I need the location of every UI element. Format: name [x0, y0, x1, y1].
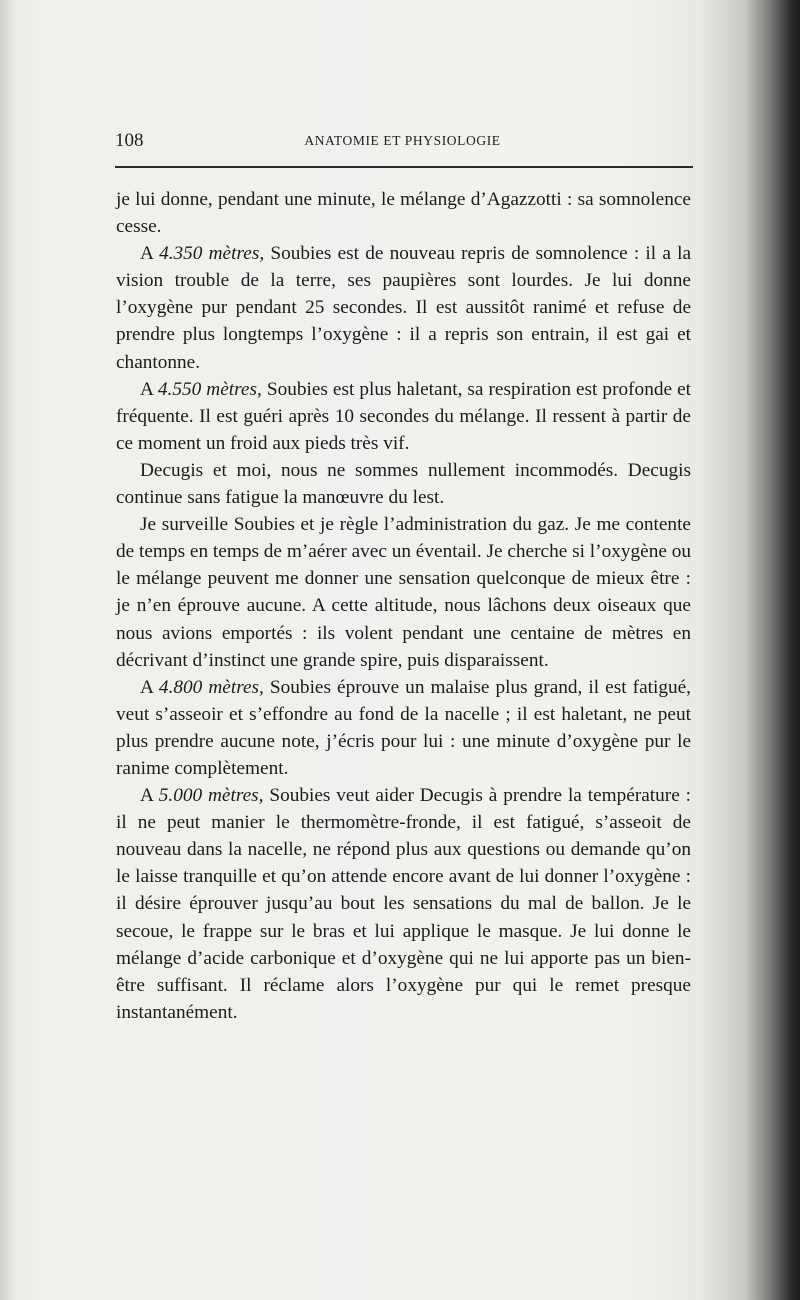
paragraph-1 — [116, 186, 691, 240]
paragraph-3-altitude: 4.550 mètres, — [157, 378, 262, 400]
paragraph-5-text: Je surveille Soubies et je règle l’administration du gaz. Je me contente de temps en temps de m’aérer avec un éventail. Je cherche si l’oxygène ou le mélange peuvent me donner une sensation quelconque de mieux être : je n’en éprouve aucune. A cette altitude, nous lâchons deux oiseaux que nous avions emportés : ils volent pendant une centaine de mètres en décrivant d’instinct une grande spire, puis disparaissent. — [116, 514, 691, 671]
paragraph-7-altitude: 5.000 mètres, — [158, 785, 264, 807]
paragraph-6-text: Soubies éprouve un malaise plus grand, il est fatigué, veut s’asseoir et s’effondre au fond de la nacelle ; il est haletant, ne peut plus prendre aucune note, j’écris pour lui : une minute d’oxygène pur le ranime complètement. — [116, 676, 691, 779]
paragraph-2-lead: A — [140, 243, 160, 265]
paragraph-2 — [116, 240, 691, 375]
paragraph-2-text: Soubies est de nouveau repris de somnolence : il a la vision trouble de la terre, ses paupières sont lourdes. Je lui donne l’oxygène pur pendant 25 secondes. Il est aussitôt ranimé et refuse de prendre plus longtemps l’oxygène : il a repris son entrain, il est gai et chantonne. — [116, 243, 692, 373]
paragraph-6-lead: A — [140, 676, 159, 698]
body-text — [116, 186, 691, 1026]
paragraph-6 — [116, 674, 691, 782]
paragraph-7 — [116, 782, 691, 1026]
paragraph-3 — [116, 376, 691, 457]
paragraph-4-text: Decugis et moi, nous ne sommes nullement incommodés. Decugis continue sans fatigue la manœuvre du lest. — [116, 459, 691, 509]
paragraph-3-text: Soubies est plus haletant, sa respiration est profonde et fréquente. Il est guéri après 10 secondes du mélange. Il ressent à partir de ce moment un froid aux pieds très vif. — [116, 378, 691, 454]
page-number: 108 — [115, 130, 144, 151]
paragraph-6-altitude: 4.800 mètres, — [158, 676, 264, 698]
paragraph-7-text: Soubies veut aider Decugis à prendre la température : il ne peut manier le thermomètre-fronde, il est fatigué, s’asseoit de nouveau dans la nacelle, ne répond plus aux questions ou demande qu’on le laisse tranquille et qu’on attende encore avant de lui donner l’oxygène : il désire éprouver jusqu’au bout les sensations du mal de ballon. Je le secoue, le frappe sur le bras et lui applique le masque. Je lui donne le mélange d’acide carbonique et d’oxygène qui ne lui apporte pas un bien-être suffisant. Il réclame alors l’oxygène pur qui le remet presque instantanément. — [116, 785, 692, 1023]
paragraph-7-lead: A — [140, 785, 159, 807]
paragraph-2-altitude: 4.350 mètres, — [159, 243, 265, 265]
running-title: ANATOMIE ET PHYSIOLOGIE — [304, 133, 501, 148]
header-rule — [115, 166, 693, 168]
paragraph-1-text: je lui donne, pendant une minute, le mélange d’Agazzotti : sa somnolence cesse. — [116, 189, 691, 238]
paragraph-4 — [116, 457, 691, 511]
paragraph-5 — [116, 511, 691, 674]
paragraph-3-lead: A — [140, 378, 158, 400]
page-header — [115, 130, 690, 152]
